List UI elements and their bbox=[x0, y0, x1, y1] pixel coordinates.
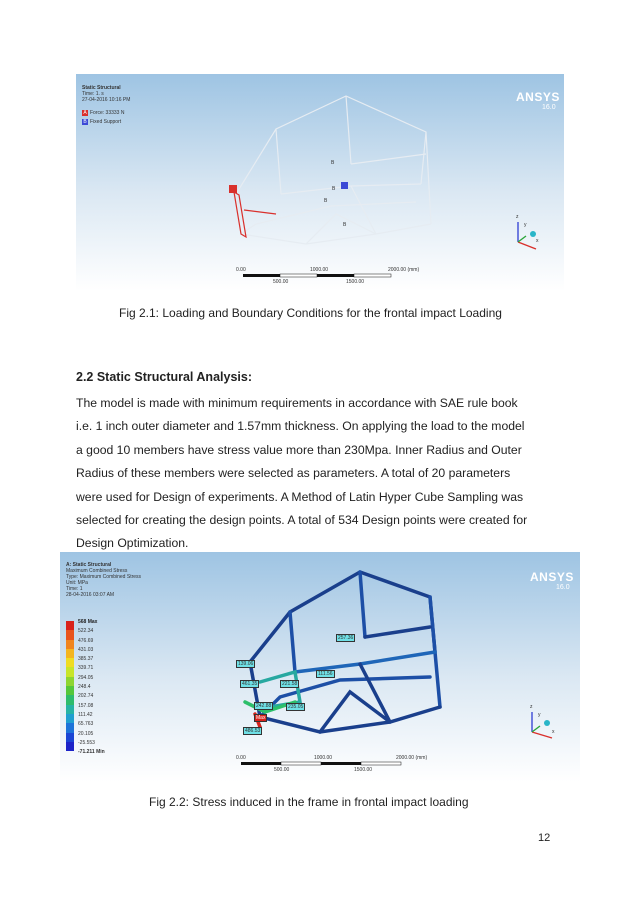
legend-color-swatch bbox=[66, 677, 74, 686]
legend-color-swatch bbox=[66, 723, 74, 732]
support-marker bbox=[341, 182, 348, 189]
scale-bar bbox=[243, 274, 391, 277]
figure-loading-conditions bbox=[76, 74, 564, 291]
scale-bar bbox=[241, 762, 401, 765]
legend-value: 431.03 bbox=[78, 646, 94, 653]
fig2-header-title: A: Static Structural bbox=[66, 562, 112, 568]
legend-color-swatch bbox=[66, 649, 74, 658]
fig1-scale-0: 0.00 bbox=[236, 267, 246, 273]
section-heading: 2.2 Static Structural Analysis: bbox=[76, 370, 252, 384]
fig2-header-type: Type: Maximum Combined Stress bbox=[66, 574, 142, 580]
probe-label: 257.36 bbox=[338, 635, 354, 641]
fig2-axis-z: z bbox=[530, 704, 533, 710]
fig1-background bbox=[76, 74, 564, 291]
force-marker bbox=[229, 185, 237, 193]
fig2-legend-values bbox=[78, 618, 105, 757]
fig2-header bbox=[66, 562, 141, 598]
fig1-legend-item-force bbox=[82, 110, 124, 116]
fig2-header-result: Maximum Combined Stress bbox=[66, 568, 128, 574]
figure-stress-result bbox=[60, 552, 580, 782]
fig2-header-time: Time: 1 bbox=[66, 586, 83, 592]
fig1-axis-y: y bbox=[524, 222, 527, 228]
fig2-scale-1500: 1500.00 bbox=[354, 767, 373, 773]
probe-label: 242.88 bbox=[256, 703, 272, 709]
legend-value: 339.71 bbox=[78, 665, 94, 672]
probe-label: 461.35 bbox=[242, 681, 258, 687]
fig1-legend-key-support: B bbox=[83, 119, 87, 125]
probe-label: 221.58 bbox=[282, 681, 298, 687]
legend-value: 202.74 bbox=[78, 693, 94, 700]
body-line-7: Design Optimization. bbox=[76, 536, 189, 551]
legend-color-swatch bbox=[66, 695, 74, 704]
fig1-legend-label-support: Fixed Support bbox=[90, 119, 122, 125]
probe-max-label: Max bbox=[256, 715, 266, 721]
fig1-scale-1500: 1500.00 bbox=[346, 279, 365, 285]
fig1-scale-1000: 1000.00 bbox=[310, 267, 329, 273]
fig1-header-time: Time: 1. s bbox=[82, 91, 104, 97]
legend-value: 476.69 bbox=[78, 637, 94, 644]
legend-value: 568 Max bbox=[78, 619, 98, 625]
svg-text:B: B bbox=[324, 198, 328, 204]
fig2-header-date: 28-04-2016 03:07 AM bbox=[66, 592, 115, 598]
legend-color-swatch bbox=[66, 714, 74, 723]
fig2-scale-1000: 1000.00 bbox=[314, 755, 333, 761]
body-line-1: The model is made with minimum requirements in accordance with SAE rule book bbox=[76, 396, 518, 410]
fig1-legend-item-support bbox=[82, 119, 124, 125]
fig2-header-unit: Unit: MPa bbox=[66, 580, 88, 586]
fig2-ansys-logo: ANSYS bbox=[530, 570, 574, 584]
legend-value: 294.05 bbox=[78, 674, 94, 681]
svg-text:B: B bbox=[343, 222, 347, 228]
body-line-6: selected for creating the design points. A total of 534 Design points were created for bbox=[76, 513, 528, 528]
legend-value: 65.763 bbox=[78, 721, 94, 728]
legend-color-swatch bbox=[66, 630, 74, 639]
legend-color-swatch bbox=[66, 686, 74, 695]
legend-color-swatch bbox=[66, 705, 74, 714]
body-line-5: were used for Design of experiments. A Method of Latin Hyper Cube Sampling was bbox=[76, 489, 524, 504]
legend-value: 20.105 bbox=[78, 730, 94, 737]
legend-value: -71.211 Min bbox=[78, 749, 105, 756]
probe-label: 111.56 bbox=[318, 671, 333, 677]
probe-label: 486.53 bbox=[245, 728, 261, 734]
legend-color-swatch bbox=[66, 733, 74, 742]
fig1-header-date: 27-04-2016 10:16 PM bbox=[82, 97, 131, 103]
fig1-scale-2000: 2000.00 (mm) bbox=[388, 267, 420, 273]
fig1-axis-x: x bbox=[536, 238, 539, 244]
fig2-axis-x: x bbox=[552, 729, 555, 735]
svg-text:B: B bbox=[332, 186, 336, 192]
legend-value: 522.34 bbox=[78, 628, 94, 635]
fig2-scale-2000: 2000.00 (mm) bbox=[396, 755, 428, 761]
figure1-caption: Fig 2.1: Loading and Boundary Conditions for the frontal impact Loading bbox=[119, 306, 502, 320]
body-line-3: a good 10 members have stress value more than 230Mpa. Inner Radius and Outer bbox=[76, 442, 522, 457]
fig1-legend-key-force: A bbox=[83, 110, 87, 116]
body-line-4: Radius of these members were selected as parameters. A total of 20 parameters bbox=[76, 466, 511, 481]
probe-label: 139.06 bbox=[238, 661, 254, 667]
probe-label: 235.05 bbox=[288, 704, 304, 710]
fig2-axis-y: y bbox=[538, 712, 541, 718]
fig1-legend bbox=[82, 110, 124, 125]
legend-value: 248.4 bbox=[78, 684, 91, 691]
fig1-header bbox=[82, 85, 130, 103]
fig1-ansys-logo: ANSYS bbox=[516, 90, 560, 104]
figure2-caption: Fig 2.2: Stress induced in the frame in frontal impact loading bbox=[149, 795, 469, 809]
legend-color-swatch bbox=[66, 658, 74, 667]
fig1-header-title: Static Structural bbox=[82, 85, 121, 91]
fig1-legend-label-force: Force: 33333 N bbox=[90, 110, 125, 116]
page-number: 12 bbox=[538, 832, 551, 844]
legend-value: -25.553 bbox=[78, 739, 95, 746]
section-body bbox=[76, 392, 566, 556]
fig2-legend-colorbar bbox=[66, 621, 74, 751]
fig2-ansys-version: 16.0 bbox=[556, 584, 570, 591]
fig1-scale-500: 500.00 bbox=[273, 279, 289, 285]
legend-color-swatch bbox=[66, 621, 74, 630]
svg-text:B: B bbox=[331, 160, 335, 166]
legend-value: 385.37 bbox=[78, 656, 94, 663]
body-line-2: i.e. 1 inch outer diameter and 1.57mm thickness. On applying the load to the model bbox=[76, 419, 525, 434]
fig1-axis-z: z bbox=[516, 214, 519, 220]
fig2-scale-500: 500.00 bbox=[274, 767, 290, 773]
fig2-scale-0: 0.00 bbox=[236, 755, 246, 761]
legend-value: 157.08 bbox=[78, 702, 94, 709]
legend-color-swatch bbox=[66, 742, 74, 751]
legend-value: 111.42 bbox=[78, 711, 93, 718]
fig1-ansys-version: 16.0 bbox=[542, 104, 556, 111]
legend-color-swatch bbox=[66, 640, 74, 649]
legend-color-swatch bbox=[66, 667, 74, 676]
